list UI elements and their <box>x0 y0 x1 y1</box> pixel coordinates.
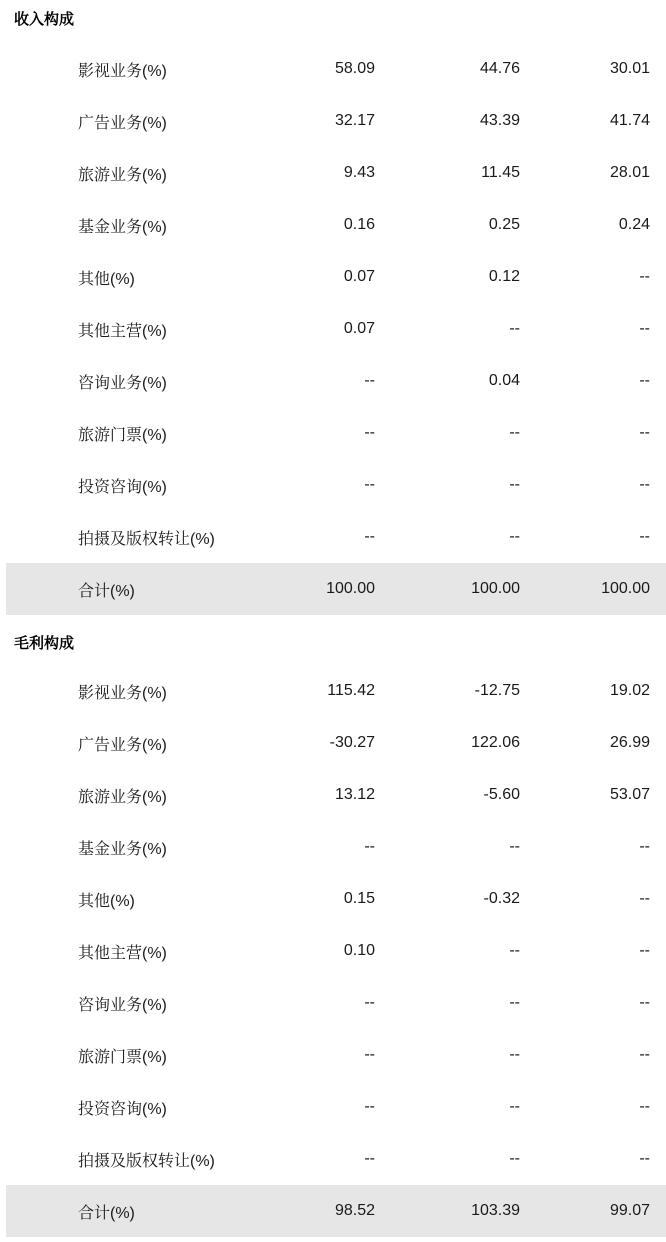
value-cell: -- <box>639 838 650 855</box>
value-cell: 98.52 <box>334 1202 375 1219</box>
total-row <box>6 563 666 615</box>
table-row <box>0 303 666 355</box>
value-cell: 58.09 <box>334 60 375 77</box>
value-cell: 43.39 <box>479 112 520 129</box>
section-title-revenue-composition: 收入构成 <box>14 11 75 28</box>
value-cell: 103.39 <box>471 1202 520 1219</box>
value-cell: 32.17 <box>334 112 375 129</box>
value-cell: 122.06 <box>471 734 520 751</box>
value-cell: 44.76 <box>479 60 520 77</box>
value-cell: -- <box>364 994 375 1011</box>
table-row <box>0 147 666 199</box>
table-row <box>0 873 666 925</box>
row-label: 咨询业务(%) <box>78 996 167 1014</box>
value-cell: -30.27 <box>329 734 375 751</box>
value-cell: -- <box>509 476 520 493</box>
value-cell: 100.00 <box>471 580 520 597</box>
value-cell: 0.15 <box>343 890 375 907</box>
value-cell: 115.42 <box>327 682 375 699</box>
row-label: 咨询业务(%) <box>78 374 167 392</box>
row-label: 广告业务(%) <box>78 736 167 754</box>
row-label: 其他主营(%) <box>78 322 167 340</box>
row-label: 其他主营(%) <box>78 944 167 962</box>
table-row <box>0 1029 666 1081</box>
revenue-composition-rows <box>0 43 666 615</box>
value-cell: -- <box>639 372 650 389</box>
value-cell: -- <box>639 994 650 1011</box>
gross-profit-composition-rows <box>0 665 666 1237</box>
section-gross-profit-composition <box>0 615 666 1237</box>
value-cell: 28.01 <box>609 164 650 181</box>
value-cell: -- <box>639 1046 650 1063</box>
section-title-gross-profit-composition: 毛利构成 <box>14 635 75 652</box>
value-cell: 13.12 <box>334 786 375 803</box>
value-cell: -- <box>639 1150 650 1167</box>
row-label: 旅游业务(%) <box>78 788 167 806</box>
table-row <box>0 925 666 977</box>
row-label: 投资咨询(%) <box>78 478 167 496</box>
table-row <box>0 511 666 563</box>
value-cell: 0.10 <box>343 942 375 959</box>
value-cell: -- <box>509 1150 520 1167</box>
value-cell: -- <box>364 372 375 389</box>
table-row <box>0 717 666 769</box>
value-cell: -- <box>364 476 375 493</box>
value-cell: -- <box>509 1098 520 1115</box>
row-label: 广告业务(%) <box>78 114 167 132</box>
row-label: 基金业务(%) <box>78 218 167 236</box>
value-cell: 0.07 <box>343 320 375 337</box>
section-revenue-composition <box>0 0 666 615</box>
value-cell: -- <box>509 1046 520 1063</box>
value-cell: 11.45 <box>481 164 520 181</box>
value-cell: 0.16 <box>343 216 375 233</box>
row-label: 投资咨询(%) <box>78 1100 167 1118</box>
table-row <box>0 43 666 95</box>
value-cell: -12.75 <box>474 682 520 699</box>
value-cell: 41.74 <box>609 112 650 129</box>
row-label: 拍摄及版权转让(%) <box>78 1152 215 1170</box>
value-cell: 0.12 <box>488 268 520 285</box>
table-row <box>0 977 666 1029</box>
row-label: 合计(%) <box>78 582 135 600</box>
value-cell: -- <box>509 838 520 855</box>
value-cell: -- <box>639 476 650 493</box>
table-row <box>0 459 666 511</box>
row-label: 旅游门票(%) <box>78 426 167 444</box>
table-row <box>0 769 666 821</box>
row-label: 影视业务(%) <box>78 62 167 80</box>
table-row <box>0 1133 666 1185</box>
value-cell: -- <box>639 424 650 441</box>
value-cell: 26.99 <box>609 734 650 751</box>
value-cell: -- <box>639 528 650 545</box>
table-row <box>0 821 666 873</box>
value-cell: 19.02 <box>609 682 650 699</box>
value-cell: 53.07 <box>609 786 650 803</box>
value-cell: -- <box>639 890 650 907</box>
table-row <box>0 355 666 407</box>
value-cell: 9.43 <box>343 164 375 181</box>
value-cell: -- <box>364 838 375 855</box>
table-row <box>0 1081 666 1133</box>
value-cell: -- <box>639 942 650 959</box>
value-cell: -- <box>639 1098 650 1115</box>
value-cell: 0.04 <box>488 372 520 389</box>
table-row <box>0 251 666 303</box>
row-label: 影视业务(%) <box>78 684 167 702</box>
row-label: 其他(%) <box>78 270 135 288</box>
value-cell: -- <box>509 528 520 545</box>
value-cell: -- <box>509 942 520 959</box>
value-cell: -- <box>509 994 520 1011</box>
value-cell: -- <box>639 268 650 285</box>
row-label: 拍摄及版权转让(%) <box>78 530 215 548</box>
value-cell: -- <box>639 320 650 337</box>
value-cell: -- <box>364 1046 375 1063</box>
row-label: 旅游业务(%) <box>78 166 167 184</box>
value-cell: -- <box>509 424 520 441</box>
value-cell: -- <box>364 528 375 545</box>
value-cell: 0.07 <box>343 268 375 285</box>
value-cell: 0.25 <box>488 216 520 233</box>
value-cell: -- <box>364 424 375 441</box>
value-cell: -5.60 <box>483 786 520 803</box>
value-cell: 0.24 <box>618 216 650 233</box>
value-cell: 99.07 <box>609 1202 650 1219</box>
value-cell: 100.00 <box>326 580 375 597</box>
value-cell: -0.32 <box>483 890 520 907</box>
value-cell: -- <box>364 1098 375 1115</box>
table-row <box>0 95 666 147</box>
value-cell: -- <box>364 1150 375 1167</box>
row-label: 合计(%) <box>78 1204 135 1222</box>
value-cell: 100.00 <box>601 580 650 597</box>
row-label: 旅游门票(%) <box>78 1048 167 1066</box>
row-label: 基金业务(%) <box>78 840 167 858</box>
table-row <box>0 407 666 459</box>
row-label: 其他(%) <box>78 892 135 910</box>
total-row <box>6 1185 666 1237</box>
table-row <box>0 199 666 251</box>
value-cell: 30.01 <box>609 60 650 77</box>
table-row <box>0 665 666 717</box>
value-cell: -- <box>509 320 520 337</box>
